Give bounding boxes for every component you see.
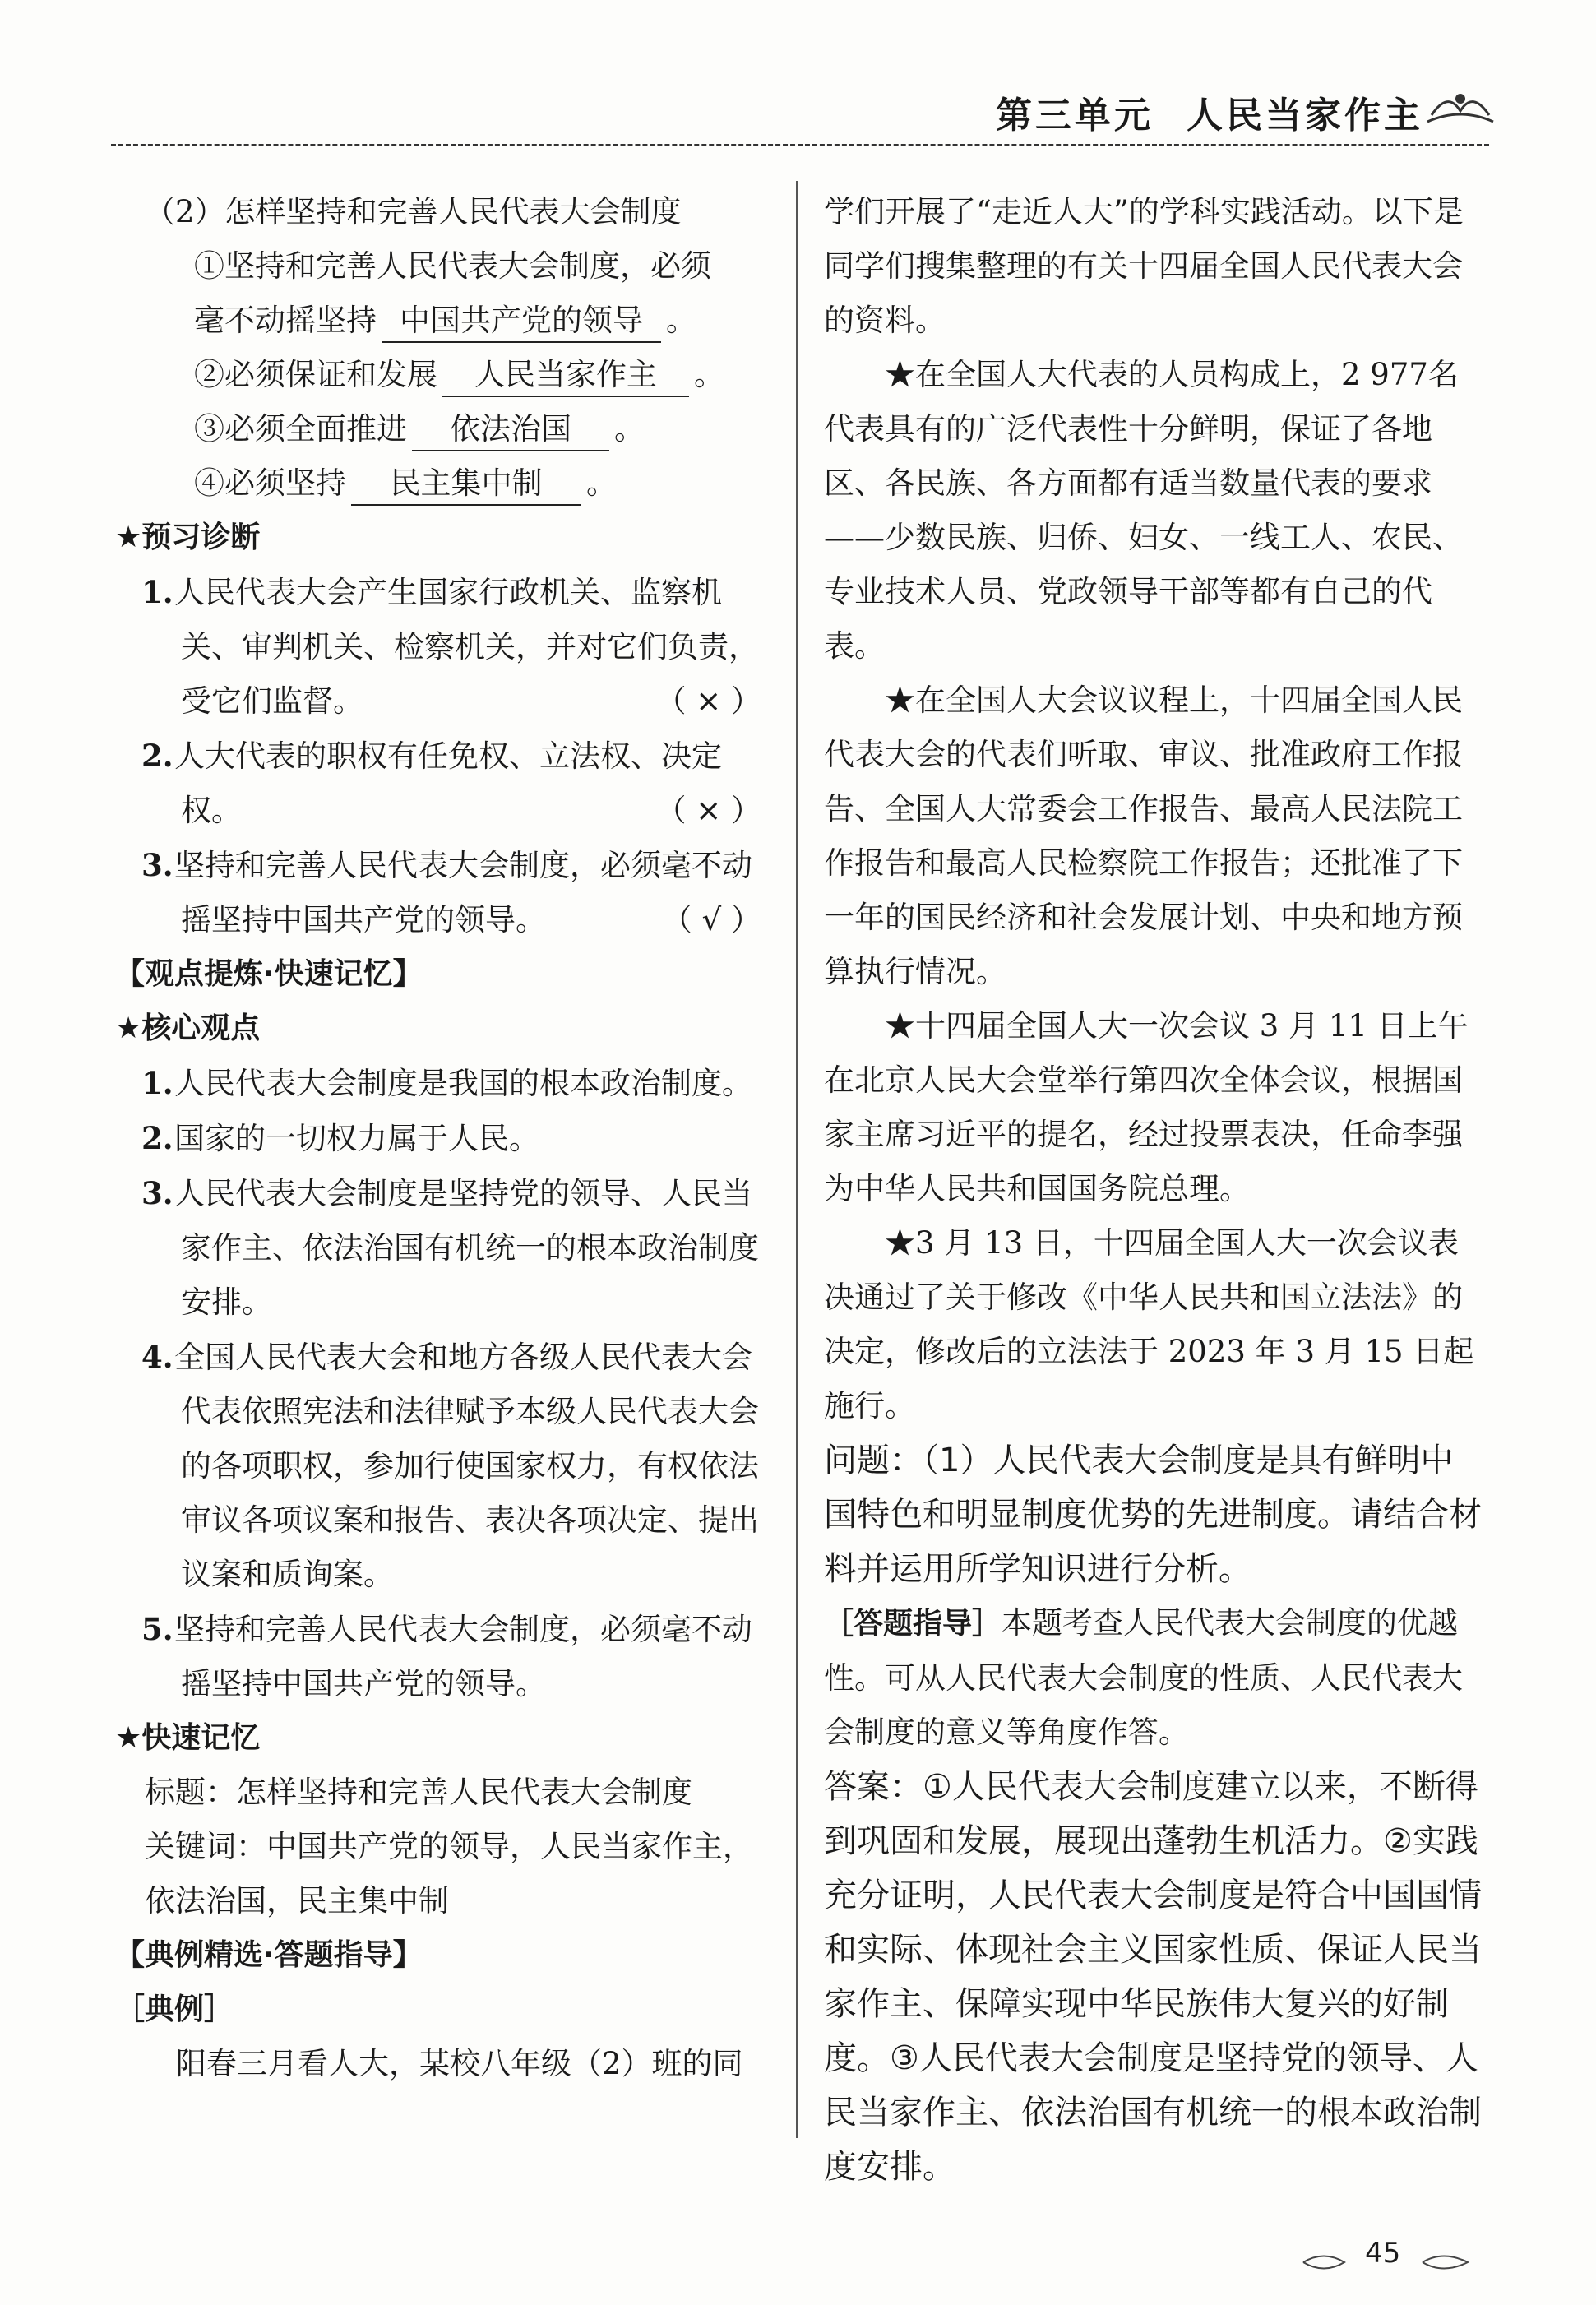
left-column [115,185,773,2091]
flower-ornament-icon [1423,82,1497,132]
item-4: ④必须坚持 民主集中制 。 [115,456,773,511]
core-item-3: 3.人民代表大会制度是坚持党的领导、人民当家作主、依法治国有机统一的根本政治制度安排。 [141,1175,759,1320]
memory-keywords: 关键词：中国共产党的领导，人民当家作主，依法治国，民主集中制 [145,1829,753,1919]
core-heading: ★核心观点 [115,1011,261,1045]
guide-text: ［答题指导］本题考查人民代表大会制度的优越性。可从人民代表大会制度的性质、人民代表大会制度的意义等角度作答。 [824,1605,1463,1750]
question-text: 问题：（1）人民代表大会制度是具有鲜明中国特色和明显制度优势的先进制度。请结合材料并运用所学知识进行分析。 [824,1442,1482,1588]
section-heading-viewpoints: 【观点提炼·快速记忆】 [115,957,423,991]
core-item-5: 5.坚持和完善人民代表大会制度，必须毫不动摇坚持中国共产党的领导。 [141,1611,752,1701]
item-2: ②必须保证和发展 人民当家作主 。 [115,348,773,402]
fact-1: ★在全国人大代表的人员构成上，2 977名代表具有的广泛代表性十分鲜明，保证了各地区、各民族、各方面都有适当数量代表的要求——少数民族、归侨、妇女、一线工人、农民、专业技术人员、党政领导干部等都有自己的代表。 [824,357,1463,664]
example-intro: 学们开展了“走近人大”的学科实践活动。以下是同学们搜集整理的有关十四届全国人民代表大会的资料。 [824,194,1464,338]
page-header [0,0,1596,156]
preview-item-3: 3.坚持和完善人民代表大会制度，必须毫不动摇坚持中国共产党的领导。 （ √ ） [141,847,761,937]
page-number: 45 [1365,2237,1401,2270]
preview-item-2: 2.人大代表的职权有任免权、立法权、决定权。 （ × ） [141,738,761,828]
fact-4: ★3 月 13 日，十四届全国人大一次会议表决通过了关于修改《中华人民共和国立法法》的决定，修改后的立法法于 2023 年 3 月 15 日起施行。 [824,1225,1474,1423]
question-2-title: （2）怎样坚持和完善人民代表大会制度 [145,194,682,229]
example-tag: ［典例］ [115,1993,234,2026]
core-item-2: 2.国家的一切权力属于人民。 [141,1120,539,1156]
section-heading-examples: 【典例精选·答题指导】 [115,1938,423,1972]
answer-blank-3: 依法治国 [412,409,609,451]
answer-blank-1: 中国共产党的领导 [382,300,661,343]
preview-heading: ★预习诊断 [115,521,261,554]
example-start: 阳春三月看人大，某校八年级（2）班的同 [176,2046,743,2081]
column-divider [796,181,798,2138]
right-column [824,185,1482,2194]
preview-item-1: 1.人民代表大会产生国家行政机关、监察机关、审判机关、检察机关，并对它们负责，受它们监督。 （ × ） [141,574,761,719]
answer-blank-4: 民主集中制 [351,463,581,506]
item-1-cont: 毫不动摇坚持 中国共产党的领导 。 [115,294,773,348]
item-1: ①坚持和完善人民代表大会制度，必须 [194,248,711,284]
header-dashed-line [111,144,1489,146]
item-3: ③必须全面推进 依法治国 。 [115,402,773,456]
fact-3: ★十四届全国人大一次会议 3 月 11 日上午在北京人民大会堂举行第四次全体会议，根据国家主席习近平的提名，经过投票表决，任命李强为中华人民共和国国务院总理。 [824,1008,1469,1206]
fact-2: ★在全国人大会议议程上，十四届全国人民代表大会的代表们听取、审议、批准政府工作报告、全国人大常委会工作报告、最高人民法院工作报告和最高人民检察院工作报告；还批准了下一年的国民经济和社会发展计划、中央和地方预算执行情况。 [824,683,1463,989]
unit-title: 第三单元 人民当家作主 [996,95,1423,137]
core-item-1: 1.人民代表大会制度是我国的根本政治制度。 [141,1065,752,1101]
core-item-4: 4.全国人民代表大会和地方各级人民代表大会代表依照宪法和法律赋予本级人民代表大会的各项职权，参加行使国家权力，有权依法审议各项议案和报告、表决各项决定、提出议案和质询案。 [141,1339,759,1592]
memory-title-line: 标题：怎样坚持和完善人民代表大会制度 [145,1775,692,1810]
answer-blank-2: 人民当家作主 [442,354,689,397]
memory-heading: ★快速记忆 [115,1721,261,1755]
answer-text: 答案：①人民代表大会制度建立以来，不断得到巩固和发展，展现出蓬勃生机活力。②实践充分证明，人民代表大会制度是符合中国国情和实际、体现社会主义国家性质、保证人民当家作主、保障实现中华民族伟大复兴的好制度。③人民代表大会制度是坚持党的领导、人民当家作主、依法治国有机统一的根本政治制度安排。 [824,1768,1482,2186]
